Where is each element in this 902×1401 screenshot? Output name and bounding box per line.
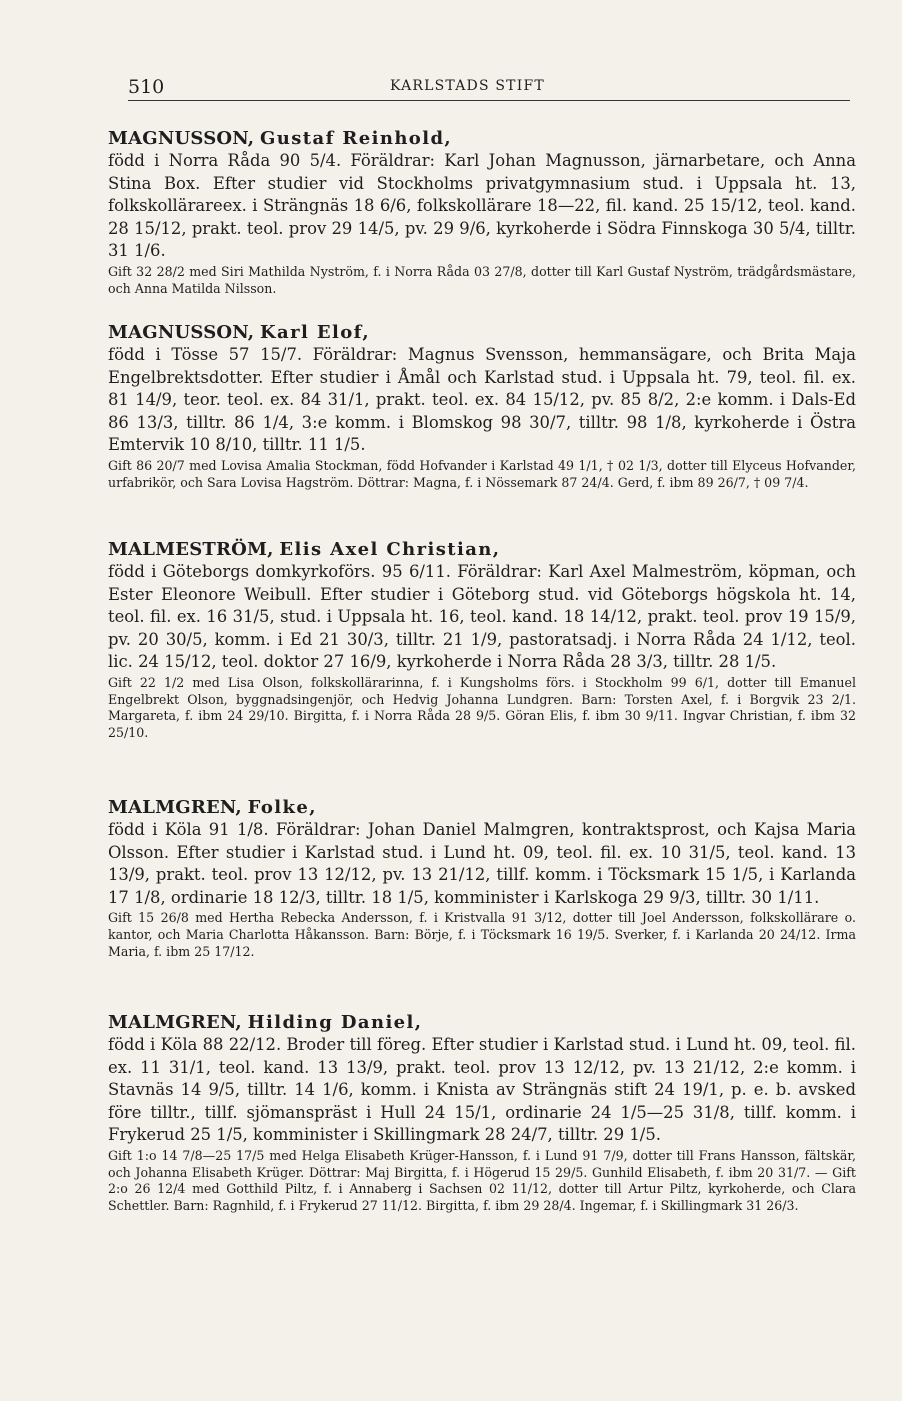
entry-biography: född i Köla 88 22/12. Broder till föreg. Efter studier i Karlstad stud. i Lund ht. 09, teol. fil. ex. 11 31/1, teol. kand. 13 13/9, prakt. teol. prov 13 12/12, pv. 13 21/12, 2:e komm. i Stavnäs 14 9/5, tilltr. 14 1/6, komm. i Knista av Strängnäs stift 24 19/1, p. e. b. avsked före tilltr., tillf. sjömanspräst i Hull 24 15/1, ordinarie 24 1/5—25 31/8, tillf. komm. i Frykerud 25 1/5, komminister i Skillingmark 28 24/7, tilltr. 29 1/5. <box>108 1035 856 1145</box>
entry-family: Gift 1:o 14 7/8—25 17/5 med Helga Elisabeth Krüger-Hansson, f. i Lund 91 7/9, dotter till Frans Hansson, fältskär, och Johanna Elisabeth Krüger. Döttrar: Maj Birgitta, f. i Högerud 15 29/5. Gunhild Elisabeth, f. ibm 20 31/7. — Gift 2:o 26 12/4 med Gotthild Piltz, f. i Annaberg i Sachsen 02 11/12, dotter till Artur Piltz, kyrkoherde, och Clara Schettler. Barn: Ragnhild, f. i Frykerud 27 11/12. Birgitta, f. ibm 29 28/4. Ingemar, f. i Skillingmark 31 26/3. <box>108 1147 856 1213</box>
entry-family: Gift 32 28/2 med Siri Mathilda Nyström, f. i Norra Råda 03 27/8, dotter till Karl Gustaf Nyström, trädgårdsmästare, och Anna Matilda Nilsson. <box>108 263 856 296</box>
entry-heading <box>108 322 856 344</box>
entry-heading <box>108 539 856 561</box>
page-header <box>128 74 850 101</box>
entry-heading <box>108 797 856 819</box>
entry-given-names: Hilding Daniel, <box>247 1012 423 1033</box>
entry-family: Gift 15 26/8 med Hertha Rebecka Andersson, f. i Kristvalla 91 3/12, dotter till Joel Andersson, folkskollärare o. kantor, och Maria Charlotta Håkansson. Barn: Börje, f. i Töcksmark 16 19/5. Sverker, f. i Karlanda 20 24/12. Irma Maria, f. ibm 25 17/12. <box>108 910 856 959</box>
entry-given-names: Folke, <box>247 797 317 818</box>
entry-surname: MAGNUSSON, <box>108 128 255 149</box>
entry-surname: MALMGREN, <box>108 797 242 818</box>
entry-given-names: Karl Elof, <box>260 322 371 343</box>
entry-hilding-malmgren <box>108 1012 856 1214</box>
entry-heading <box>108 1012 856 1034</box>
entry-biography: född i Göteborgs domkyrkoförs. 95 6/11. Föräldrar: Karl Axel Malmeström, köpman, och Ester Eleonore Weibull. Efter studier i Göteborg stud. vid Göteborgs högskola ht. 14, teol. fil. ex. 16 31/5, stud. i Uppsala ht. 16, teol. kand. 18 14/12, prakt. teol. prov 19 15/9, pv. 20 30/5, komm. i Ed 21 30/3, tilltr. 21 1/9, pastoratsadj. i Norra Råda 24 1/12, teol. lic. 24 15/12, teol. doktor 27 16/9, kyrkoherde i Norra Råda 28 3/3, tilltr. 28 1/5. <box>108 562 856 672</box>
entry-surname: MALMGREN, <box>108 1012 242 1033</box>
entry-folke-malmgren <box>108 797 856 960</box>
running-title: KARLSTADS STIFT <box>390 78 545 94</box>
entry-elis-malmestrom <box>108 539 856 741</box>
entry-family: Gift 86 20/7 med Lovisa Amalia Stockman, född Hofvander i Karlstad 49 1/1, † 02 1/3, dotter till Elyceus Hofvander, urfabrikör, och Sara Lovisa Hagström. Döttrar: Magna, f. i Nössemark 87 24/4. Gerd, f. ibm 89 26/7, † 09 7/4. <box>108 457 856 490</box>
entry-gustaf-reinhold-magnusson <box>108 128 856 297</box>
entry-biography: född i Tösse 57 15/7. Föräldrar: Magnus Svensson, hemmansägare, och Brita Maja Engelbrektsdotter. Efter studier i Åmål och Karlstad stud. i Uppsala ht. 79, teol. fil. ex. 81 14/9, teor. teol. ex. 84 31/1, prakt. teol. ex. 84 15/12, pv. 85 8/2, 2:e komm. i Dals-Ed 86 13/3, tilltr. 86 1/4, 3:e komm. i Blomskog 98 30/7, tilltr. 98 1/8, kyrkoherde i Östra Emtervik 10 8/10, tilltr. 11 1/5. <box>108 345 856 455</box>
entry-heading <box>108 128 856 150</box>
entry-surname: MAGNUSSON, <box>108 322 255 343</box>
entry-surname: MALMESTRÖM, <box>108 539 274 560</box>
entry-biography: född i Norra Råda 90 5/4. Föräldrar: Karl Johan Magnusson, järnarbetare, och Anna Stina Box. Efter studier vid Stockholms privatgymnasium stud. i Uppsala ht. 13, folkskollärareex. i Strängnäs 18 6/6, folkskollärare 18—22, fil. kand. 25 15/12, teol. kand. 28 15/12, prakt. teol. prov 29 14/5, pv. 29 9/6, kyrkoherde i Södra Finnskoga 30 5/4, tilltr. 31 1/6. <box>108 151 856 261</box>
entry-biography: född i Köla 91 1/8. Föräldrar: Johan Daniel Malmgren, kontraktsprost, och Kajsa Maria Olsson. Efter studier i Karlstad stud. i Lund ht. 09, teol. fil. ex. 10 31/5, teol. kand. 13 13/9, prakt. teol. prov 13 12/12, pv. 13 21/12, tillf. komm. i Töcksmark 15 1/5, i Karlanda 17 1/8, ordinarie 18 12/3, tilltr. 18 1/5, komminister i Karlskoga 29 9/3, tilltr. 30 1/11. <box>108 820 856 907</box>
entry-given-names: Gustaf Reinhold, <box>260 128 453 149</box>
entry-family: Gift 22 1/2 med Lisa Olson, folkskollärarinna, f. i Kungsholms förs. i Stockholm 99 6/1, dotter till Emanuel Engelbrekt Olson, byggnadsingenjör, och Hedvig Johanna Lundgren. Barn: Torsten Axel, f. i Borgvik 23 2/1. Margareta, f. ibm 24 29/10. Birgitta, f. i Norra Råda 28 9/5. Göran Elis, f. ibm 30 9/11. Ingvar Christian, f. ibm 32 25/10. <box>108 674 856 740</box>
entry-karl-elof-magnusson <box>108 322 856 491</box>
entry-given-names: Elis Axel Christian, <box>279 539 501 560</box>
page-number: 510 <box>128 76 165 98</box>
